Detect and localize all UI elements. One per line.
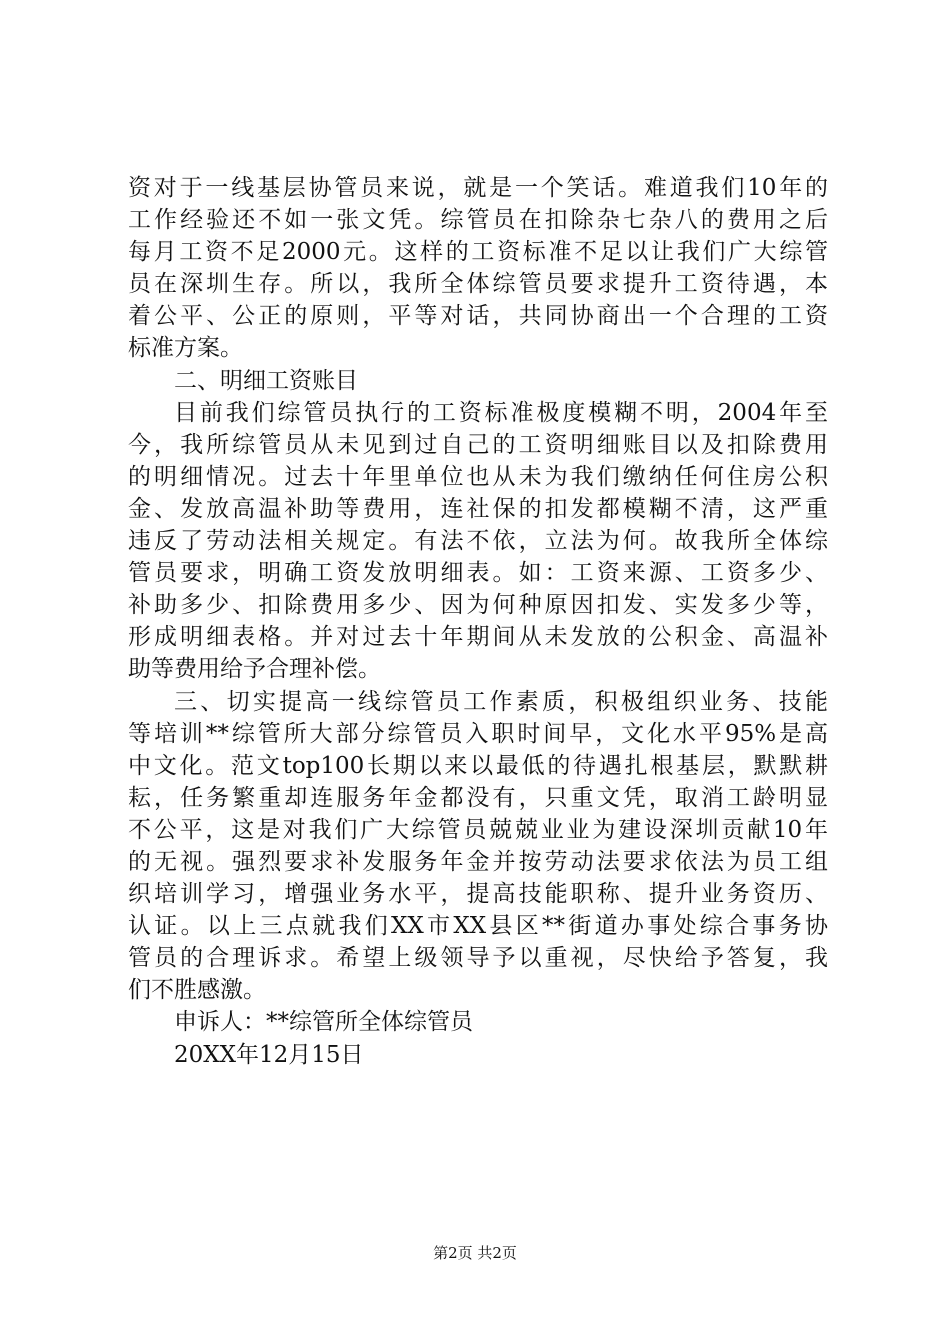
paragraph-p5: [128, 1006, 828, 1038]
text-line: 二、明细工资账目: [174, 367, 358, 394]
text-line: 认证。以上三点就我们XX市XX县区**街道办事处综合事务协: [128, 913, 828, 940]
paragraph-p3: [128, 397, 828, 686]
text-line: 的明细情况。过去十年里单位也从未为我们缴纳任何住房公积: [128, 463, 828, 490]
paragraph-p6: [128, 1039, 828, 1071]
text-line: 目前我们综管员执行的工资标准极度模糊不明，2004年至: [174, 399, 828, 426]
text-line: 管员的合理诉求。希望上级领导予以重视，尽快给予答复，我: [128, 945, 828, 972]
page-footer: 第2页 共2页: [433, 1244, 517, 1262]
text-line: 耘，任务繁重却连服务年金都没有，只重文凭，取消工龄明显: [128, 784, 828, 811]
text-line: 们不胜感激。: [128, 977, 266, 1004]
text-line: 资对于一线基层协管员来说，就是一个笑话。难道我们10年的: [128, 175, 828, 201]
text-line: 补助多少、扣除费用多少、因为何种原因扣发、实发多少等，: [128, 592, 828, 619]
text-line: 着公平、公正的原则，平等对话，共同协商出一个合理的工资: [128, 303, 828, 330]
text-line: 的无视。强烈要求补发服务年金并按劳动法要求依法为员工组: [128, 848, 828, 875]
text-line: 每月工资不足2000元。这样的工资标准不足以让我们广大综管: [128, 239, 828, 266]
paragraph-p2: [128, 365, 828, 397]
text-line: 三、切实提高一线综管员工作素质，积极组织业务、技能: [174, 688, 828, 715]
text-line: 中文化。范文top100长期以来以最低的待遇扎根基层，默默耕: [128, 752, 828, 779]
text-line: 员在深圳生存。所以，我所全体综管员要求提升工资待遇，本: [128, 271, 828, 298]
paragraph-p1: [128, 172, 828, 365]
text-line: 金、发放高温补助等费用，连社保的扣发都模糊不清，这严重: [128, 495, 828, 522]
text-line: 申诉人：**综管所全体综管员: [174, 1009, 473, 1036]
text-line: 今，我所综管员从未见到过自己的工资明细账目以及扣除费用: [128, 431, 828, 458]
text-line: 织培训学习，增强业务水平，提高技能职称、提升业务资历、: [128, 881, 828, 908]
text-line: 不公平，这是对我们广大综管员兢兢业业为建设深圳贡献10年: [128, 816, 828, 843]
text-line: 管员要求，明确工资发放明细表。如：工资来源、工资多少、: [128, 560, 828, 587]
text-line: 形成明细表格。并对过去十年期间从未发放的公积金、高温补: [128, 624, 828, 651]
paragraph-p4: [128, 686, 828, 1007]
text-line: 助等费用给予合理补偿。: [128, 656, 381, 683]
text-line: 等培训**综管所大部分综管员入职时间早，文化水平95%是高: [128, 720, 828, 747]
text-line: 20XX年12月15日: [174, 1041, 364, 1068]
text-line: 标准方案。: [128, 335, 243, 362]
document-body: [128, 172, 828, 1071]
text-line: 工作经验还不如一张文凭。综管员在扣除杂七杂八的费用之后: [128, 207, 828, 234]
text-line: 违反了劳动法相关规定。有法不依，立法为何。故我所全体综: [128, 528, 828, 555]
